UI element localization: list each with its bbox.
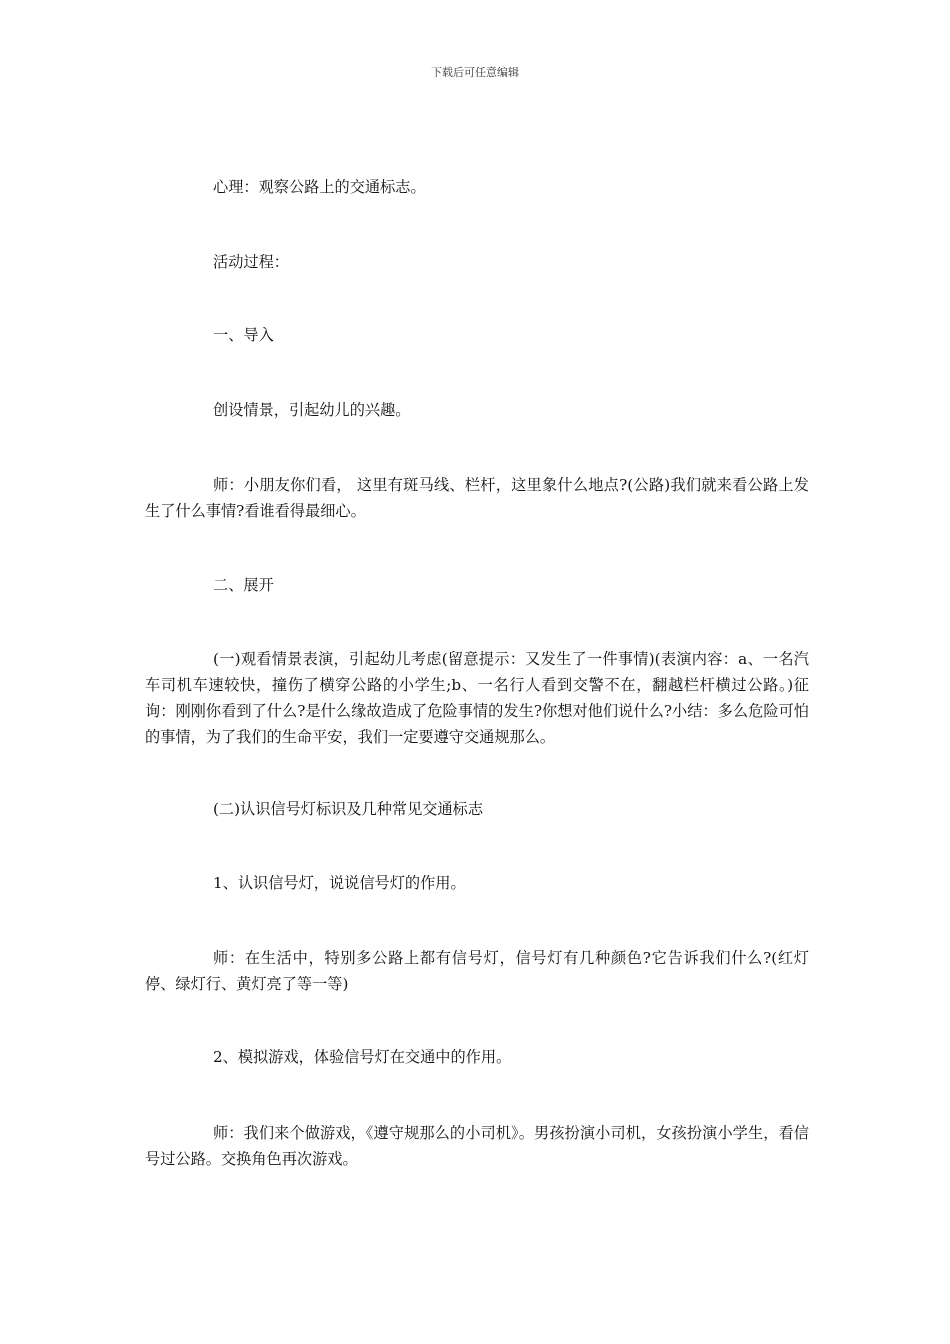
heading-development: 二、展开 — [213, 576, 274, 594]
paragraph-teacher-game: 师：我们来个做游戏，《遵守规那么的小司机》。男孩扮演小司机，女孩扮演小学生，看信号过公路。交换角色再次游戏。 — [145, 1124, 809, 1168]
page-header: 下载后可任意编辑 — [431, 66, 519, 79]
paragraph-simulation-game: 2、模拟游戏，体验信号灯在交通中的作用。 — [213, 1048, 512, 1066]
paragraph-teacher-lights: 师：在生活中，特别多公路上都有信号灯，信号灯有几种颜色?它告诉我们什么?(红灯停、绿灯行、黄灯亮了等一等) — [145, 949, 809, 993]
paragraph-recognize-lights: 1、认识信号灯，说说信号灯的作用。 — [213, 874, 466, 892]
paragraph-activity-process: 活动过程： — [213, 253, 289, 271]
paragraph-create-scene: 创设情景，引起幼儿的兴趣。 — [213, 401, 411, 419]
heading-recognize-signals: (二)认识信号灯标识及几种常见交通标志 — [213, 800, 484, 818]
heading-introduction: 一、导入 — [213, 326, 274, 344]
paragraph-watch-performance: (一)观看情景表演，引起幼儿考虑(留意提示：又发生了一件事情)(表演内容：a、一名汽车司机车速较快，撞伤了横穿公路的小学生;b、一名行人看到交警不在，翻越栏杆横过公路。)征询：刚刚你看到了什么?是什么缘故造成了危险事情的发生?你想对他们说什么?小结：多么危险可怕的事情，为了我们的生命平安，我们一定要遵守交通规那么。 — [145, 650, 809, 746]
paragraph-teacher-look: 师：小朋友你们看， 这里有斑马线、栏杆，这里象什么地点?(公路)我们就来看公路上发生了什么事情?看谁看得最细心。 — [145, 476, 809, 520]
paragraph-psychology: 心理：观察公路上的交通标志。 — [213, 178, 426, 196]
